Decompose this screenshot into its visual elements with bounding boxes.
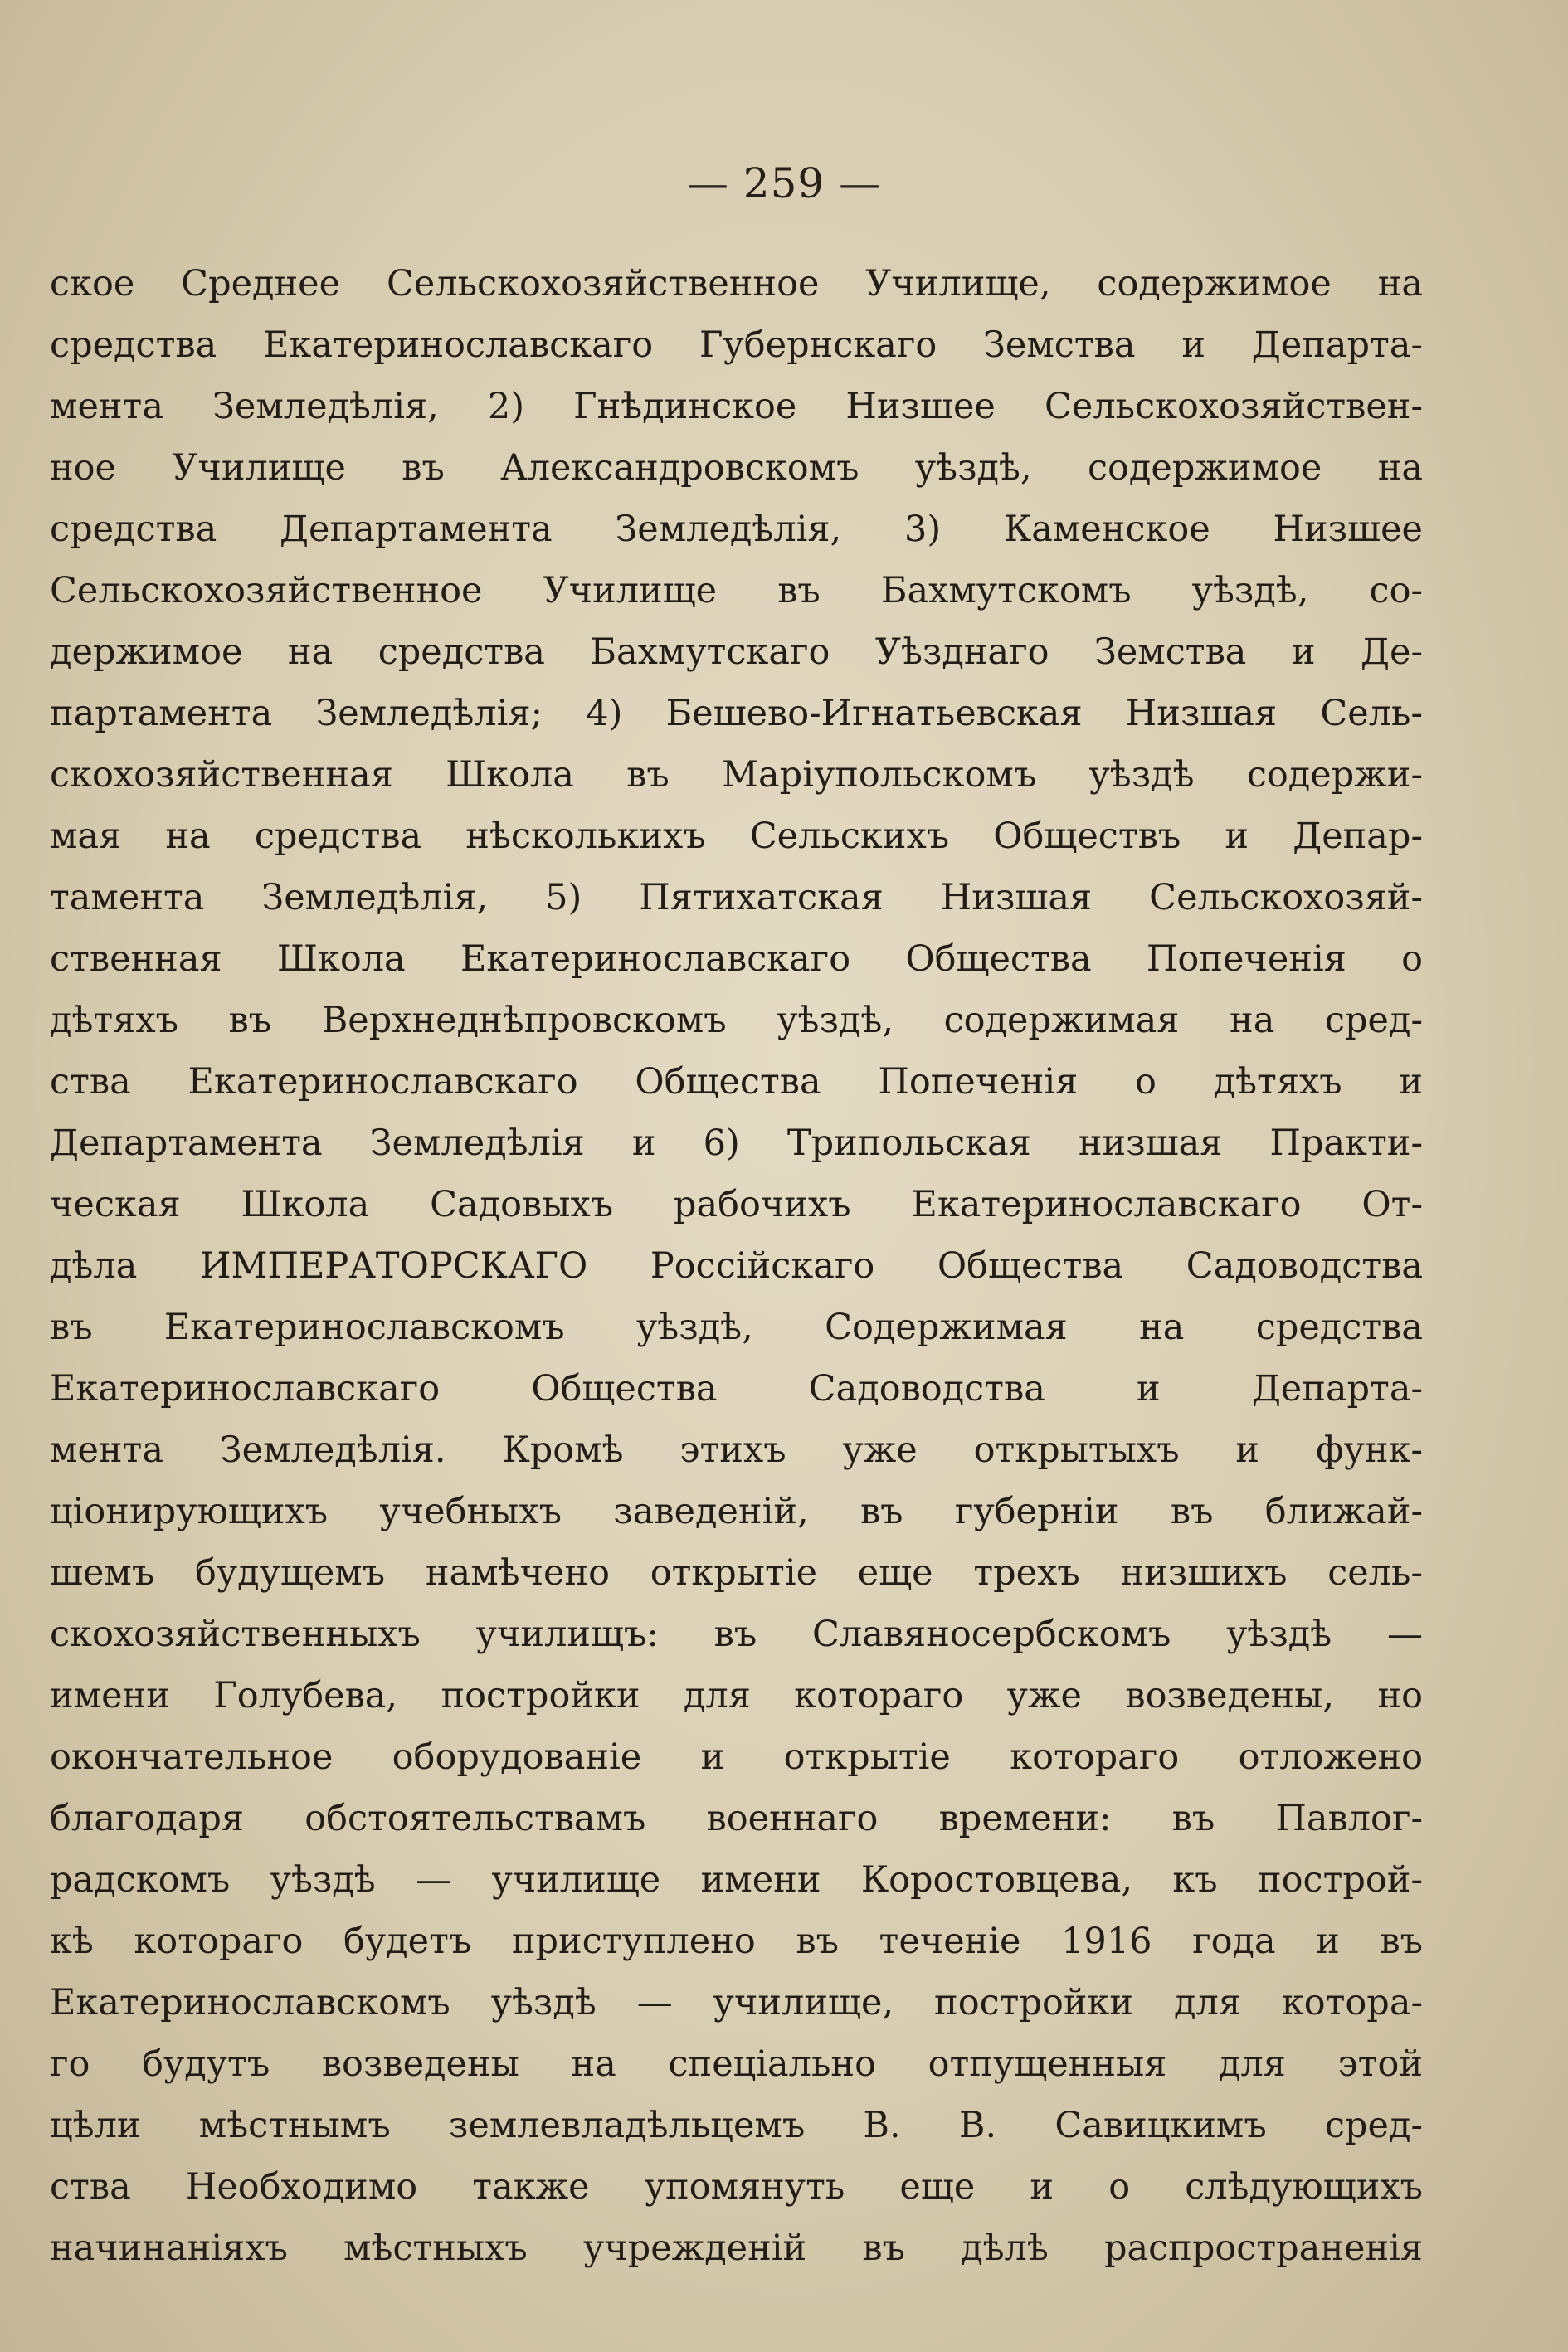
text-line: ства Екатеринославскаго Общества Попеченія о дѣтяхъ и xyxy=(50,1061,1423,1103)
text-line: скохозяйственная Школа въ Маріупольскомъ уѣздѣ содержи- xyxy=(50,754,1423,796)
text-line: благодаря обстоятельствамъ военнаго времени: въ Павлог- xyxy=(50,1798,1423,1839)
page-number: — 259 — xyxy=(686,159,882,207)
text-line: ственная Школа Екатеринославскаго Общества Попеченія о xyxy=(50,938,1423,980)
text-line: окончательное оборудованіе и открытіе котораго отложено xyxy=(50,1736,1423,1778)
text-line: мента Земледѣлія. Кромѣ этихъ уже открытыхъ и функ- xyxy=(50,1429,1423,1471)
text-line: цѣли мѣстнымъ землевладѣльцемъ В. В. Савицкимъ сред- xyxy=(50,2105,1423,2146)
text-line: дѣтяхъ въ Верхнеднѣпровскомъ уѣздѣ, содержимая на сред- xyxy=(50,1000,1423,1041)
text-line: ства Необходимо также упомянуть еще и о слѣдующихъ xyxy=(50,2166,1423,2208)
text-line: ное Училище въ Александровскомъ уѣздѣ, содержимое на xyxy=(50,447,1423,489)
text-line: ческая Школа Садовыхъ рабочихъ Екатеринославскаго От- xyxy=(50,1184,1423,1225)
text-line: средства Департамента Земледѣлія, 3) Каменское Низшее xyxy=(50,509,1423,550)
text-line: партамента Земледѣлія; 4) Бешево-Игнатьевская Низшая Сель- xyxy=(50,693,1423,734)
text-line: радскомъ уѣздѣ — училище имени Коростовцева, къ построй- xyxy=(50,1859,1423,1901)
text-line: шемъ будущемъ намѣчено открытіе еще трехъ низшихъ сель- xyxy=(50,1552,1423,1594)
text-line: тамента Земледѣлія, 5) Пятихатская Низшая Сельскохозяй- xyxy=(50,877,1423,918)
text-line: имени Голубева, постройки для котораго уже возведены, но xyxy=(50,1675,1423,1717)
text-line: начинаніяхъ мѣстныхъ учрежденій въ дѣлѣ распространенія xyxy=(50,2228,1423,2269)
text-line: Екатеринославскомъ уѣздѣ — училище, постройки для котора- xyxy=(50,1982,1423,2023)
text-line: ское Среднее Сельскохозяйственное Училище, содержимое на xyxy=(50,263,1423,304)
text-line: въ Екатеринославскомъ уѣздѣ, Содержимая на средства xyxy=(50,1307,1423,1348)
text-line: ціонирующихъ учебныхъ заведеній, въ губерніи въ ближай- xyxy=(50,1491,1423,1532)
text-line: средства Екатеринославскаго Губернскаго Земства и Департа- xyxy=(50,324,1423,366)
text-line: го будутъ возведены на спеціально отпущенныя для этой xyxy=(50,2043,1423,2085)
text-line: кѣ котораго будетъ приступлено въ теченіе 1916 года и въ xyxy=(50,1921,1423,1962)
text-line: мента Земледѣлія, 2) Гнѣдинское Низшее Сельскохозяйствен- xyxy=(50,386,1423,427)
text-line: дѣла ИМПЕРАТОРСКАГО Россійскаго Общества Садоводства xyxy=(50,1245,1423,1287)
text-line: держимое на средства Бахмутскаго Уѣзднаго Земства и Де- xyxy=(50,631,1423,673)
text-line: Сельскохозяйственное Училище въ Бахмутскомъ уѣздѣ, со- xyxy=(50,570,1423,611)
body-text xyxy=(50,253,1423,2279)
text-line: Департамента Земледѣлія и 6) Трипольская низшая Практи- xyxy=(50,1122,1423,1164)
text-line: Екатеринославскаго Общества Садоводства и Департа- xyxy=(50,1368,1423,1410)
text-line: мая на средства нѣсколькихъ Сельскихъ Обществъ и Депар- xyxy=(50,816,1423,857)
text-line: скохозяйственныхъ училищъ: въ Славяносербскомъ уѣздѣ — xyxy=(50,1614,1423,1655)
